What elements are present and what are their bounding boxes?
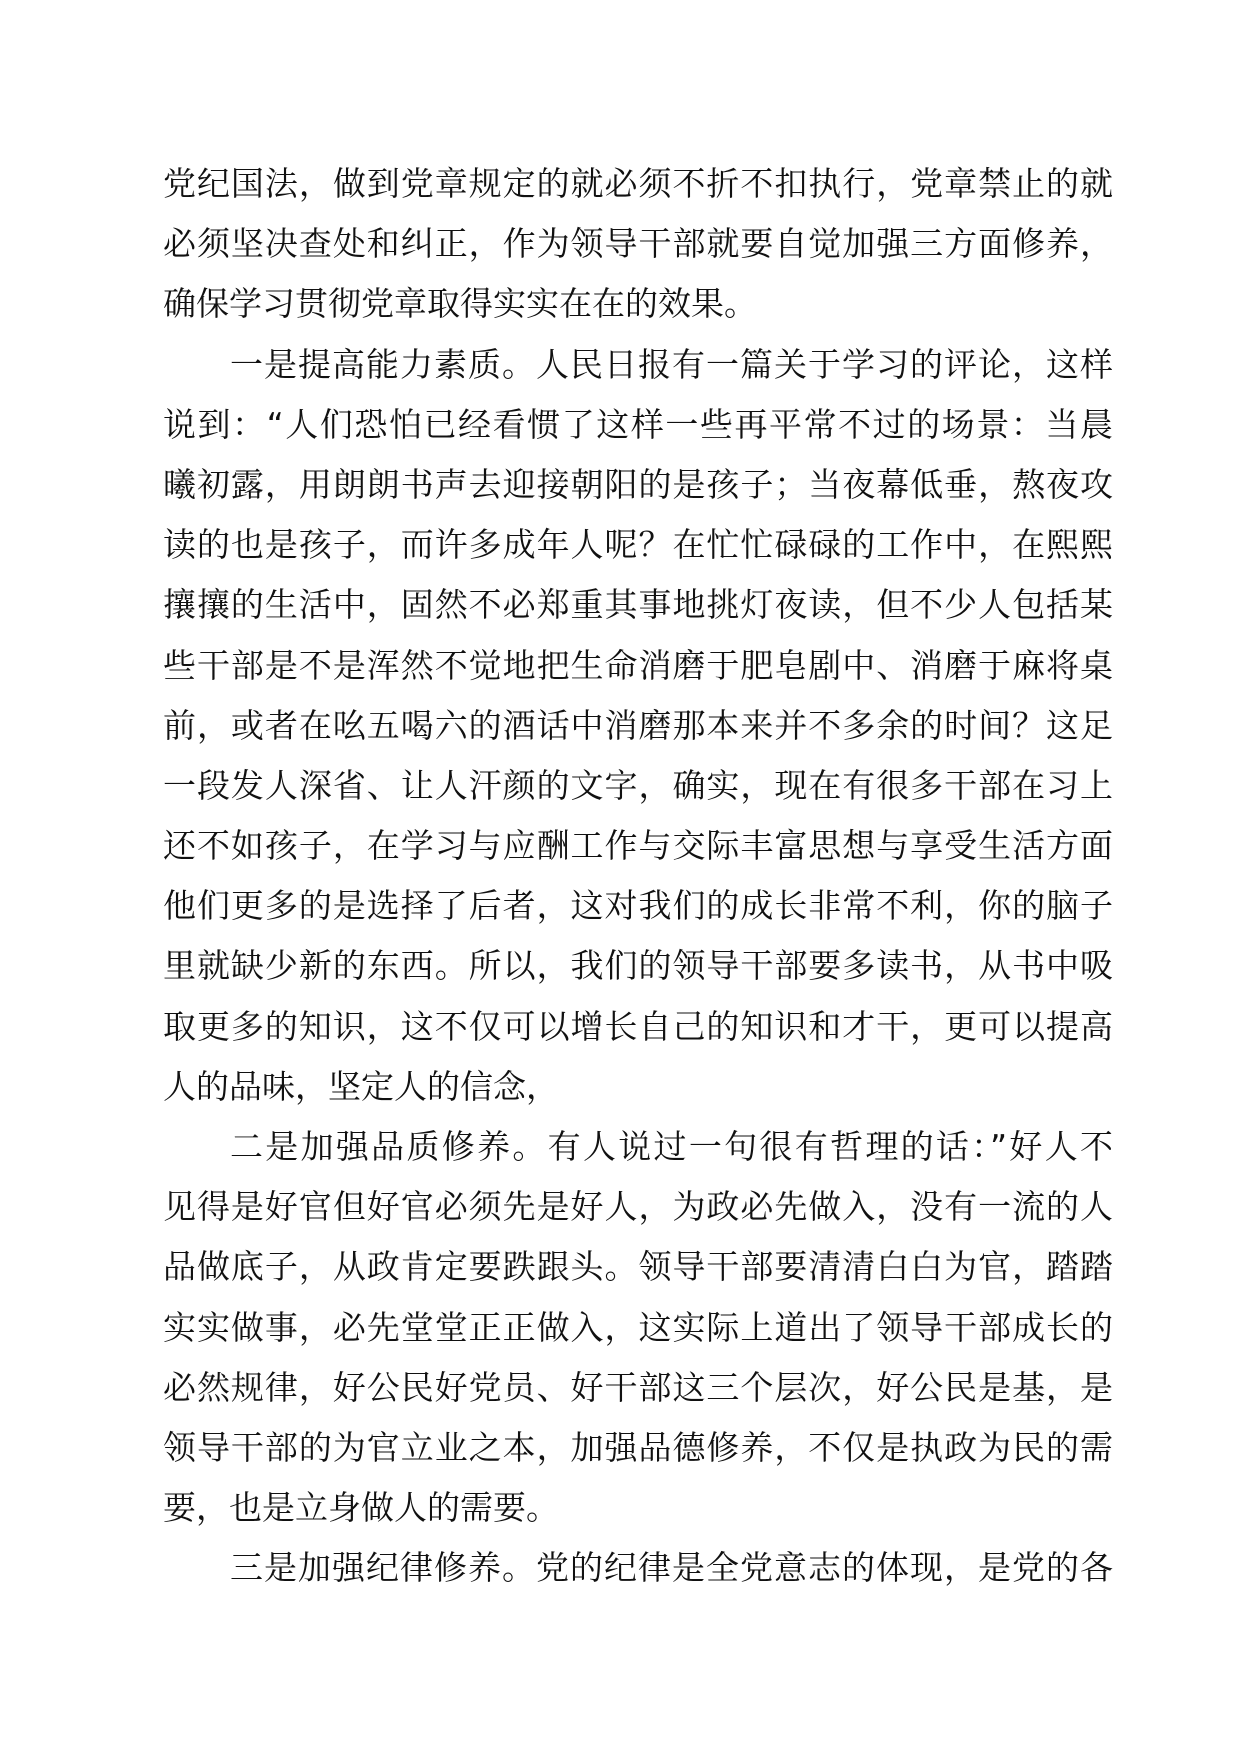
text-line: 要，也是立身做人的需要。 [163, 1488, 559, 1528]
text-line: 见得是好官但好官必须先是好人，为政必先做入，没有一流的人 [163, 1187, 1113, 1227]
text-line: 品做底子，从政肯定要跌跟头。领导干部要清清白白为官，踏踏 [163, 1247, 1113, 1287]
text-line: 前，或者在吆五喝六的酒话中消磨那本来并不多余的时间？这足 [163, 705, 1113, 745]
text-line: 必然规律，好公民好党员、好干部这三个层次，好公民是基，是 [163, 1367, 1113, 1407]
text-line: 二是加强品质修养。有人说过一句很有哲理的话：”好人不 [230, 1127, 1113, 1166]
text-line: 必须坚决查处和纠正，作为领导干部就要自觉加强三方面修养， [163, 224, 1113, 264]
text-line: 党纪国法，做到党章规定的就必须不折不扣执行，党章禁止的就 [163, 164, 1113, 203]
text-line: 确保学习贯彻党章取得实实在在的效果。 [163, 284, 757, 324]
text-line: 领导干部的为官立业之本，加强品德修养，不仅是执政为民的需 [163, 1427, 1113, 1467]
text-line: 攘攘的生活中，固然不必郑重其事地挑灯夜读，但不少人包括某 [163, 585, 1113, 625]
document-page [163, 154, 1113, 1599]
text-line: 读的也是孩子，而许多成年人呢？在忙忙碌碌的工作中，在熙熙 [163, 525, 1113, 565]
text-line: 曦初露，用朗朗书声去迎接朝阳的是孩子；当夜幕低垂，熬夜攻 [163, 464, 1113, 504]
text-line: 一段发人深省、让人汗颜的文字，确实，现在有很多干部在习上 [163, 765, 1113, 805]
text-line: 三是加强纪律修养。党的纪律是全党意志的体现，是党的各 [230, 1548, 1113, 1588]
document-body [163, 154, 1113, 1599]
text-line: 说到：“人们恐怕已经看惯了这样一些再平常不过的场景：当晨 [163, 404, 1113, 444]
text-line: 些干部是不是浑然不觉地把生命消磨于肥皂剧中、消磨于麻将桌 [163, 645, 1113, 685]
text-line: 取更多的知识，这不仅可以增长自己的知识和才干，更可以提高 [163, 1006, 1113, 1046]
text-line: 一是提高能力素质。人民日报有一篇关于学习的评论，这样 [230, 344, 1113, 384]
text-line: 他们更多的是选择了后者，这对我们的成长非常不利，你的脑子 [163, 886, 1113, 926]
text-line: 还不如孩子，在学习与应酬工作与交际丰富思想与享受生活方面 [163, 826, 1113, 866]
text-line: 人的品味，坚定人的信念， [163, 1066, 559, 1106]
text-line: 里就缺少新的东西。所以，我们的领导干部要多读书，从书中吸 [163, 946, 1113, 986]
text-line: 实实做事，必先堂堂正正做入，这实际上道出了领导干部成长的 [163, 1307, 1113, 1347]
